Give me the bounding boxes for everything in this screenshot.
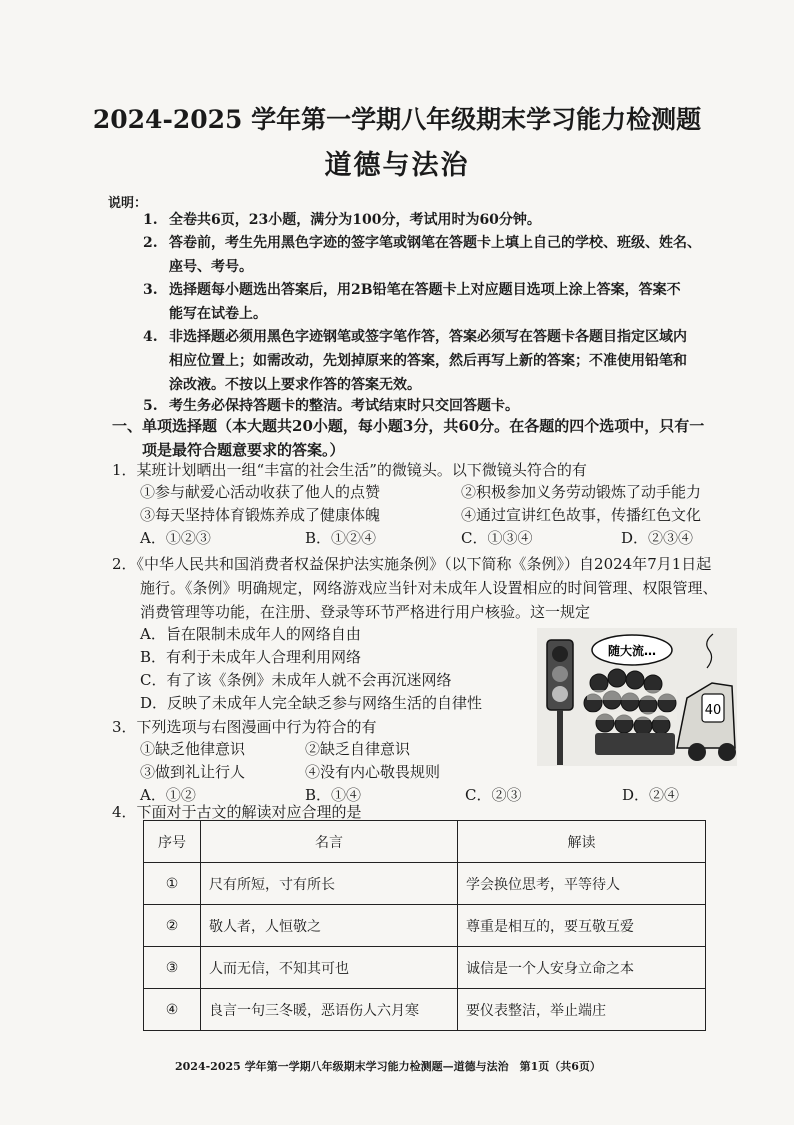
table-row (144, 905, 706, 947)
q1-option-c: C．①③④ (461, 529, 533, 547)
note-text: 能写在试卷上。 (169, 306, 267, 322)
q1-statement-1: ①参与献爱心活动收获了他人的点赞 (140, 483, 381, 501)
note-text: 非选择题必须用黑色字迹钢笔或签字笔作答，答案必须写在答题卡各题目指定区域内 (169, 329, 687, 345)
table-cell: ① (144, 863, 201, 905)
q1-option-b: B．①②④ (305, 529, 377, 547)
table-cell: ② (144, 905, 201, 947)
table-header-cell: 解读 (458, 821, 706, 863)
note-text: 选择题每小题选出答案后，用2B铅笔在答题卡上对应题目选项上涂上答案，答案不 (169, 282, 681, 298)
note-number: 4. (143, 329, 158, 345)
q2-option-c: C．有了该《条例》未成年人就不会再沉迷网络 (140, 671, 452, 689)
q3-statement-3: ③做到礼让行人 (140, 763, 246, 781)
table-cell: 学会换位思考，平等待人 (458, 863, 706, 905)
q1-statement-3: ③每天坚持体育锻炼养成了健康体魄 (140, 506, 381, 524)
table-cell: 尺有所短，寸有所长 (201, 863, 458, 905)
q1-statement-2: ②积极参加义务劳动锻炼了动手能力 (461, 483, 702, 501)
note-2 (143, 231, 701, 279)
q1-statement-4: ④通过宣讲红色故事，传播红色文化 (461, 506, 702, 524)
table-row (144, 863, 706, 905)
q3-statement-1: ①缺乏他律意识 (140, 740, 246, 758)
exam-subject: 道德与法治 (324, 150, 470, 181)
q2-stem-line-2: 施行。《条例》明确规定，网络游戏应当针对未成年人设置相应的时间管理、权限管理、 (140, 579, 718, 597)
q3-option-b: B．①④ (305, 786, 362, 804)
note-number: 3. (143, 282, 158, 298)
table-cell: 人而无信，不知其可也 (201, 947, 458, 989)
note-3 (143, 278, 681, 326)
table-row (144, 947, 706, 989)
note-number: 5. (143, 398, 158, 414)
exam-title: 2024-2025 学年第一学期八年级期末学习能力检测题 (92, 105, 702, 134)
note-text: 涂改液。不按以上要求作答的答案无效。 (169, 377, 421, 393)
q3-option-d: D．②④ (622, 786, 680, 804)
cartoon-plate-text: 40 (704, 703, 722, 718)
q3-stem: 3．下列选项与右图漫画中行为符合的有 (112, 718, 377, 736)
note-text: 座号、考号。 (169, 259, 253, 275)
cartoon-bubble-text: 随大流… (607, 644, 657, 658)
q3-statement-4: ④没有内心敬畏规则 (305, 763, 441, 781)
q3-statement-2: ②缺乏自律意识 (305, 740, 411, 758)
note-number: 1. (143, 212, 158, 228)
note-text: 全卷共6页，23小题，满分为100分，考试用时为60分钟。 (169, 212, 541, 228)
q3-option-c: C．②③ (465, 786, 522, 804)
table-cell: 敬人者，人恒敬之 (201, 905, 458, 947)
note-text: 答卷前，考生先用黑色字迹的签字笔或钢笔在答题卡上填上自己的学校、班级、姓名、 (169, 235, 701, 251)
table-cell: 良言一句三冬暖，恶语伤人六月寒 (201, 989, 458, 1031)
q1-option-d: D．②③④ (621, 529, 694, 547)
note-1 (143, 208, 541, 232)
q2-stem-line-1: 2．《中华人民共和国消费者权益保护法实施条例》（以下简称《条例》）自2024年7月1日起 (112, 555, 712, 573)
table-cell: 诚信是一个人安身立命之本 (458, 947, 706, 989)
q1-option-a: A．①②③ (140, 529, 211, 547)
table-cell: ④ (144, 989, 201, 1031)
table-cell: 要仪表整洁，举止端庄 (458, 989, 706, 1031)
q2-option-d: D．反映了未成年人完全缺乏参与网络生活的自律性 (140, 694, 483, 712)
q4-table (143, 820, 706, 1031)
q2-option-b: B．有利于未成年人合理利用网络 (140, 648, 362, 666)
table-header-row (144, 821, 706, 863)
table-header-cell: 序号 (144, 821, 201, 863)
note-text: 考生务必保持答题卡的整洁。考试结束时只交回答题卡。 (169, 398, 519, 414)
q2-option-a: A．旨在限制未成年人的网络自由 (140, 625, 361, 643)
section-heading: 一、单项选择题（本大题共20小题，每小题3分，共60分。在各题的四个选项中，只有一 项是最符合题意要求的答案。） (112, 417, 705, 459)
notes-label: 说明： (108, 196, 148, 211)
table-row (144, 989, 706, 1031)
table-cell: 尊重是相互的，要互敬互爱 (458, 905, 706, 947)
table-cell: ③ (144, 947, 201, 989)
table-header-cell: 名言 (201, 821, 458, 863)
q3-option-a: A．①② (140, 786, 196, 804)
note-number: 2. (143, 235, 158, 251)
page-footer: 2024-2025 学年第一学期八年级期末学习能力检测题—道德与法治 第1页（共6页） (175, 1060, 601, 1073)
q1-stem: 1．某班计划晒出一组“丰富的社会生活”的微镜头。以下微镜头符合的有 (112, 461, 587, 479)
q4-stem: 4．下面对于古文的解读对应合理的是 (112, 803, 362, 821)
q2-stem-line-3: 消费管理等功能，在注册、登录等环节严格进行用户核验。这一规定 (140, 603, 591, 621)
note-4 (143, 325, 687, 397)
note-text: 相应位置上；如需改动，先划掉原来的答案，然后再写上新的答案；不准使用铅笔和 (169, 353, 687, 369)
traffic-cartoon-image (537, 628, 737, 766)
